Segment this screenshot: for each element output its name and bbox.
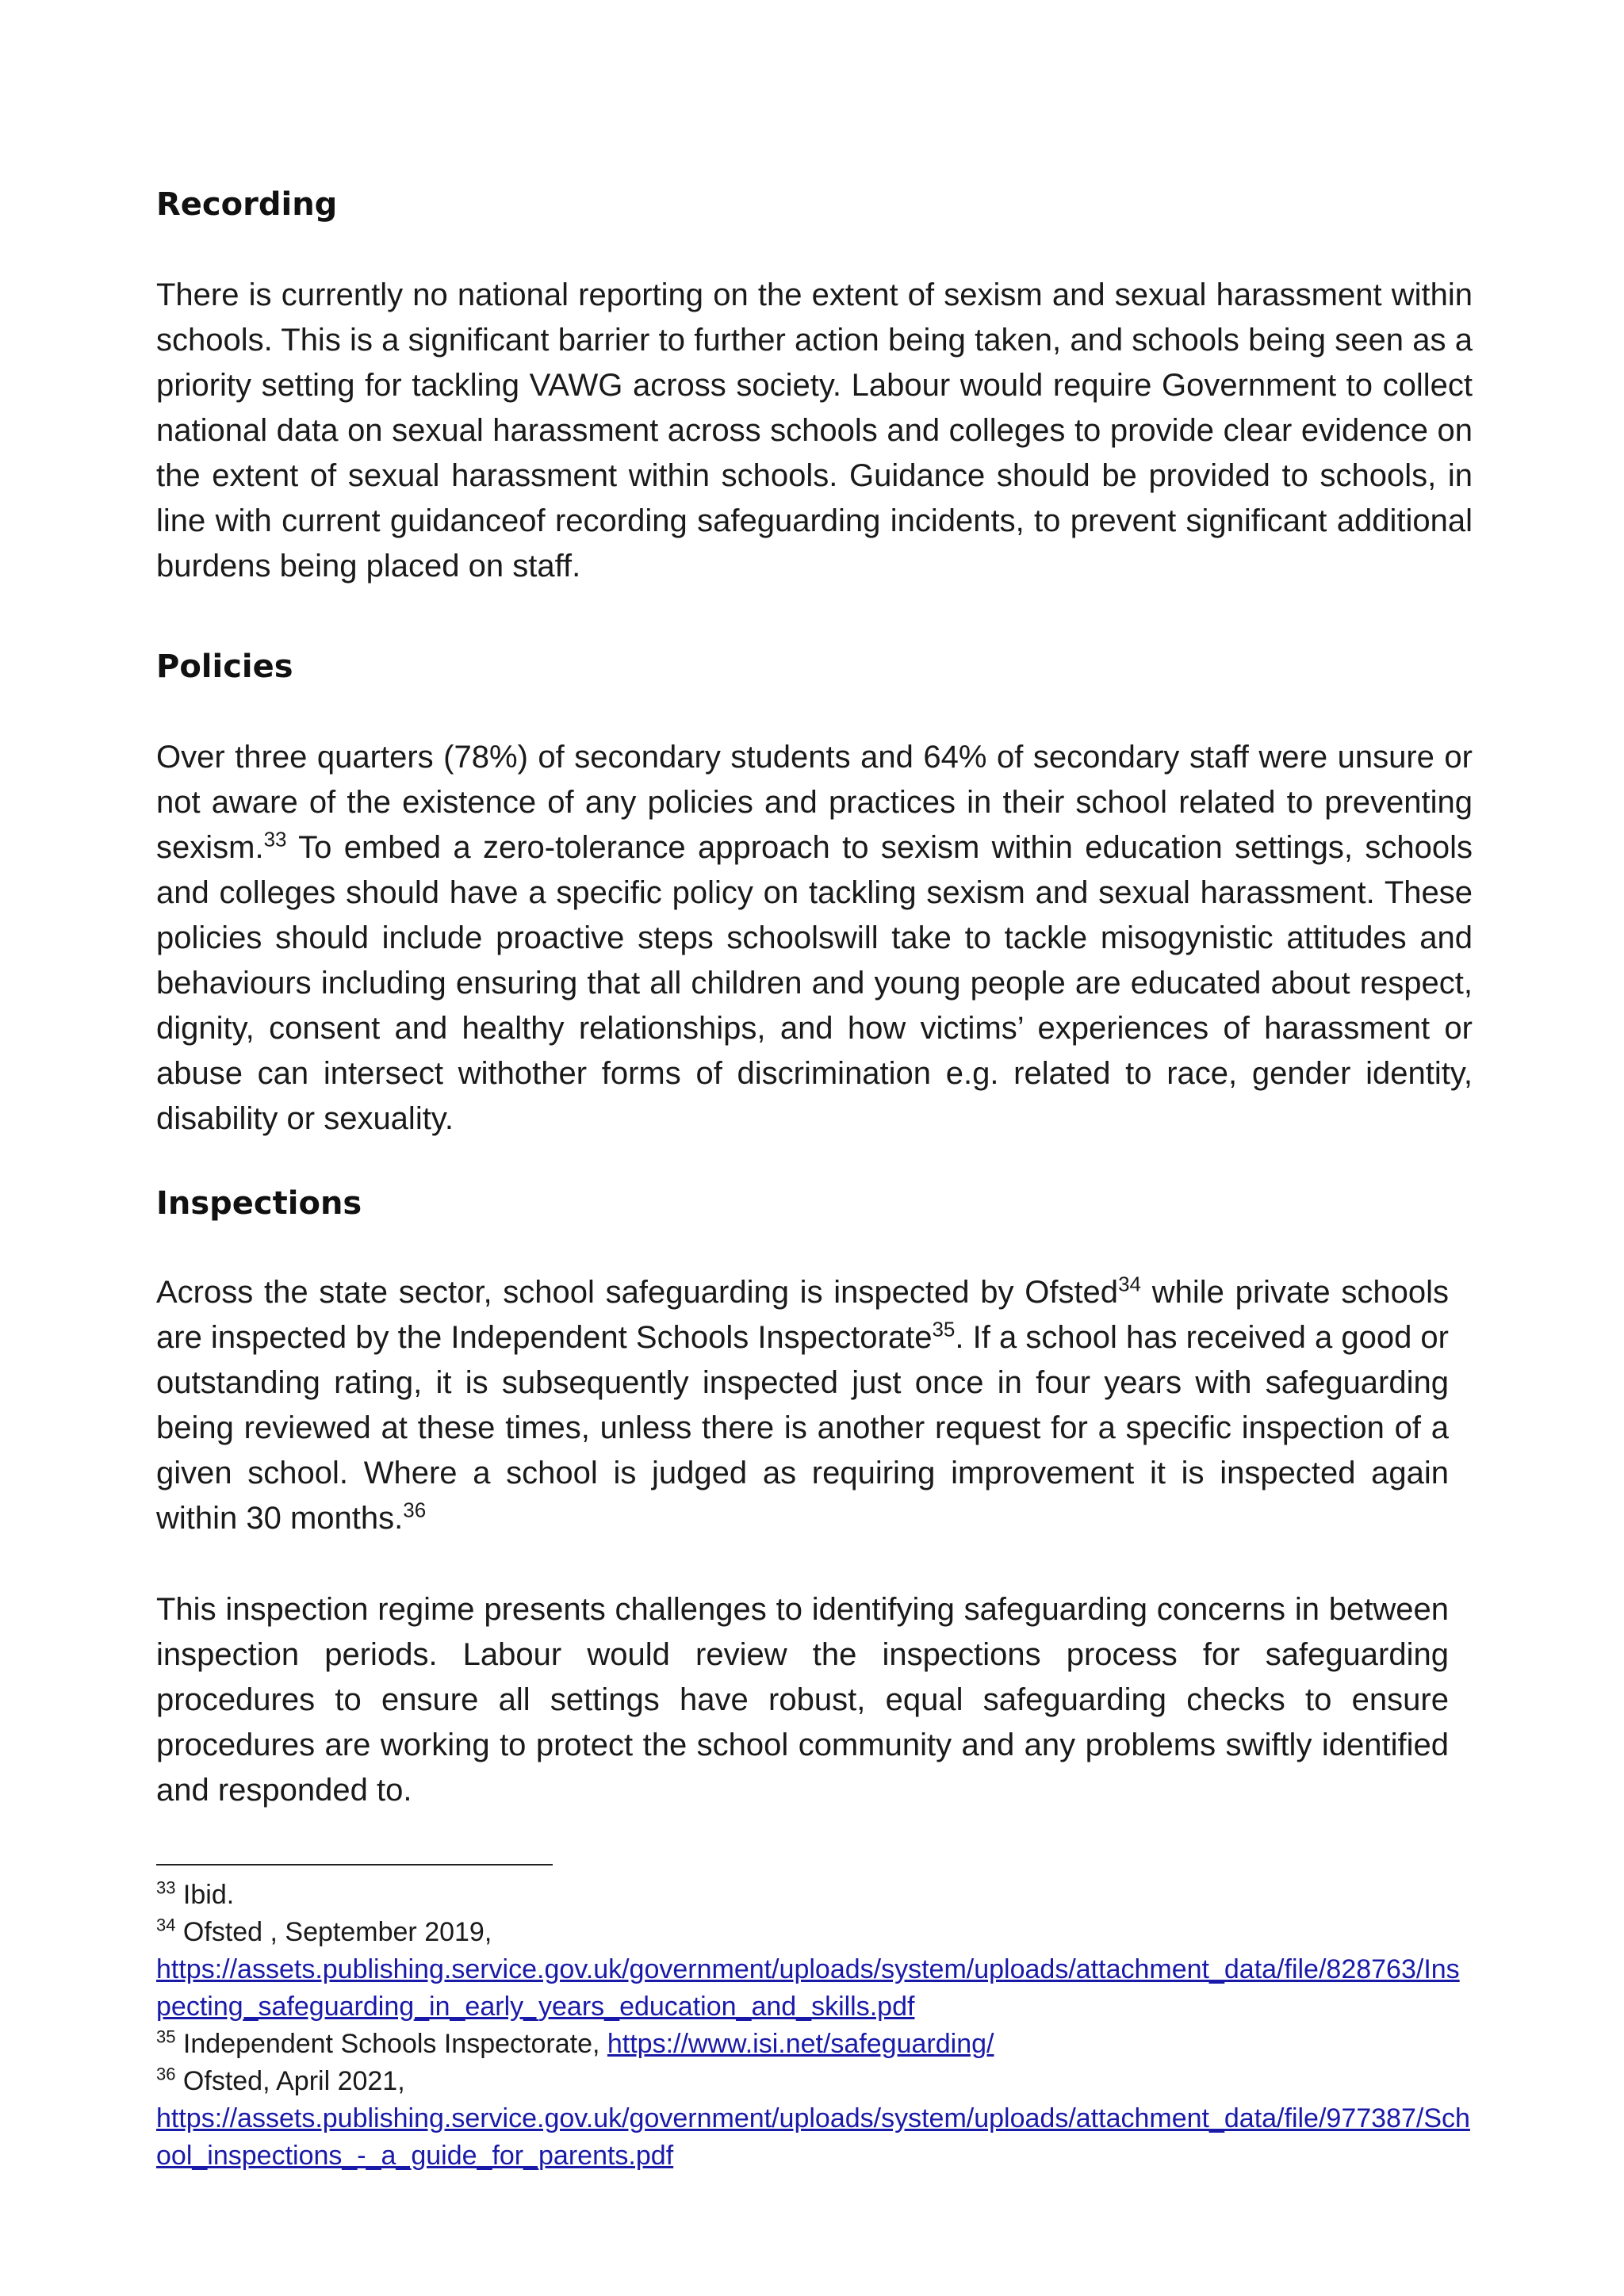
footnote-35 xyxy=(156,2026,1473,2063)
heading-recording: Recording xyxy=(156,186,338,223)
footnotes xyxy=(156,1877,1473,2175)
footnote-text: Ofsted , September 2019, xyxy=(175,1917,492,1947)
footnote-ref-35[interactable]: 35 xyxy=(932,1317,956,1341)
inspections-text-3: . If a school has received a good or outstanding rating, it is subsequently inspected just once in four years with safeguarding being reviewed at these times, unless there is another request for a specific inspection of a given school. Where a school is judged as requiring improvement it is inspected again within 30 months. xyxy=(156,1320,1449,1536)
footnote-36 xyxy=(156,2063,1473,2175)
policies-text-2: To embed a zero-tolerance approach to sexism within education settings, schools and colleges should have a specific policy on tackling sexism and sexual harassment. These policies should include proactive steps schoolswill take to tackle misogynistic attitudes and behaviours including ensuring that all children and young people are educated about respect, dignity, consent and healthy relationships, and how victims’ experiences of harassment or abuse can intersect withother forms of discrimination e.g. related to race, gender identity, disability or sexuality. xyxy=(156,830,1473,1136)
footnote-number: 34 xyxy=(156,1915,176,1935)
footnote-number: 35 xyxy=(156,2026,176,2047)
inspections-text-1: Across the state sector, school safeguarding is inspected by Ofsted xyxy=(156,1275,1119,1310)
footnote-separator xyxy=(156,1864,553,1866)
paragraph-policies xyxy=(156,735,1473,1142)
footnote-link-34[interactable]: https://assets.publishing.service.gov.uk/government/uploads/system/uploads/attachment_data/file/828763/Inspecting_safeguarding_in_early_years_education_and_skills.pdf xyxy=(156,1954,1460,2022)
policies-text-1: Over three quarters (78%) of secondary students and 64% of secondary staff were unsure or not aware of the existence of any policies and practices in their school related to preventing sexism. xyxy=(156,740,1473,865)
footnote-ref-33[interactable]: 33 xyxy=(263,827,287,851)
footnote-link-35[interactable]: https://www.isi.net/safeguarding/ xyxy=(607,2029,994,2059)
footnote-ref-36[interactable]: 36 xyxy=(403,1498,427,1522)
page-content xyxy=(156,184,1473,2175)
footnote-number: 33 xyxy=(156,1877,176,1898)
paragraph-inspections-1 xyxy=(156,1270,1449,1541)
footnote-text: Independent Schools Inspectorate, xyxy=(175,2029,607,2059)
heading-inspections: Inspections xyxy=(156,1185,362,1222)
inspections-text-2: while private schools are inspected by the Independent Schools Inspectorate xyxy=(156,1275,1449,1355)
footnote-link-36[interactable]: https://assets.publishing.service.gov.uk/government/uploads/system/uploads/attachment_data/file/977387/School_inspections_-_a_guide_for_parents.pdf xyxy=(156,2103,1470,2171)
heading-policies: Policies xyxy=(156,649,293,685)
footnote-text: Ofsted, April 2021, xyxy=(175,2066,405,2096)
footnote-number: 36 xyxy=(156,2064,176,2084)
footnote-ref-34[interactable]: 34 xyxy=(1118,1272,1141,1296)
paragraph-inspections-2: This inspection regime presents challenges to identifying safeguarding concerns in between inspection periods. Labour would review the inspections process for safeguarding procedures to ensure all settings have robust, equal safeguarding checks to ensure procedures are working to protect the school community and any problems swiftly identified and responded to. xyxy=(156,1592,1449,1808)
footnote-34 xyxy=(156,1914,1473,2026)
paragraph-recording: There is currently no national reporting on the extent of sexism and sexual harassment within schools. This is a significant barrier to further action being taken, and schools being seen as a priority setting for tackling VAWG across society. Labour would require Government to collect national data on sexual harassment across schools and colleges to provide clear evidence on the extent of sexual harassment within schools. Guidance should be provided to schools, in line with current guidanceof recording safeguarding incidents, to prevent significant additional burdens being placed on staff. xyxy=(156,277,1473,584)
footnote-text: Ibid. xyxy=(175,1880,235,1910)
footnote-33 xyxy=(156,1877,1473,1914)
